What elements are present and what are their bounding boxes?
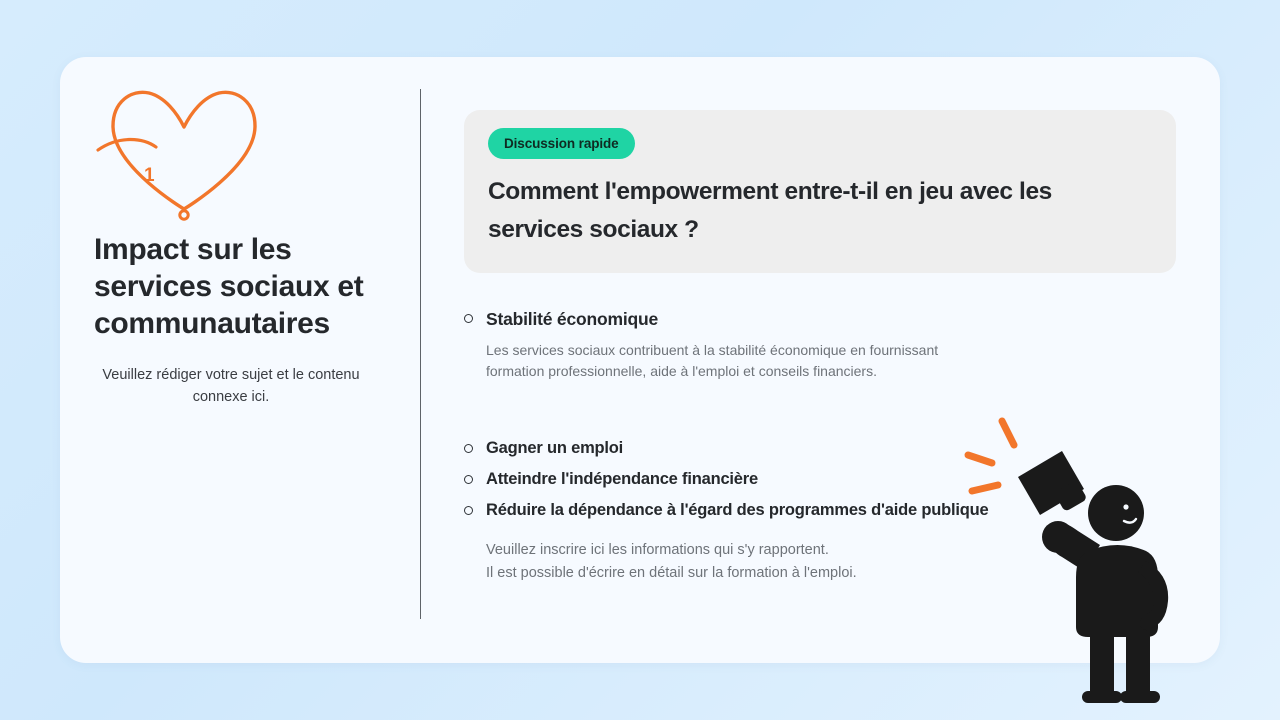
note-line: Il est possible d'écrire en détail sur la formation à l'emploi. bbox=[486, 565, 857, 581]
list-item-label: Atteindre l'indépendance financière bbox=[486, 470, 758, 488]
heart-icon bbox=[84, 87, 284, 227]
list-item bbox=[464, 468, 1184, 490]
page-title: Impact sur les services sociaux et communautaires bbox=[94, 233, 364, 340]
list-section bbox=[464, 437, 1184, 530]
note-line: Veuillez inscrire ici les informations qui s'y rapportent. bbox=[486, 542, 829, 558]
notes-section bbox=[486, 539, 1126, 585]
status-badge: Discussion rapide bbox=[488, 128, 635, 159]
list-item-label: Gagner un emploi bbox=[486, 439, 624, 457]
question-panel bbox=[464, 110, 1176, 273]
right-column bbox=[440, 57, 1220, 663]
list-item bbox=[464, 437, 1184, 459]
bullet-section bbox=[464, 307, 1164, 382]
list-item-label: Réduire la dépendance à l'égard des programmes d'aide publique bbox=[486, 501, 989, 519]
bullet-body: Les services sociaux contribuent à la stabilité économique en fournissant formation professionnelle, aide à l'emploi et conseils financiers. bbox=[486, 342, 939, 379]
question-text: Comment l'empowerment entre-t-il en jeu avec les services sociaux ? bbox=[488, 178, 1052, 243]
ring-bullet-icon bbox=[464, 437, 486, 453]
list-item bbox=[464, 499, 1184, 521]
left-subtitle: Veuillez rédiger votre sujet et le contenu connexe ici. bbox=[102, 367, 360, 405]
bullet-item bbox=[464, 307, 1164, 331]
ring-bullet-icon bbox=[464, 468, 486, 484]
vertical-divider bbox=[420, 89, 421, 619]
step-number: 1 bbox=[144, 165, 155, 186]
ring-bullet-icon bbox=[464, 307, 486, 323]
ring-bullet-icon bbox=[464, 499, 486, 515]
content-card bbox=[60, 57, 1220, 663]
bullet-heading: Stabilité économique bbox=[486, 309, 658, 329]
left-column bbox=[60, 57, 420, 663]
